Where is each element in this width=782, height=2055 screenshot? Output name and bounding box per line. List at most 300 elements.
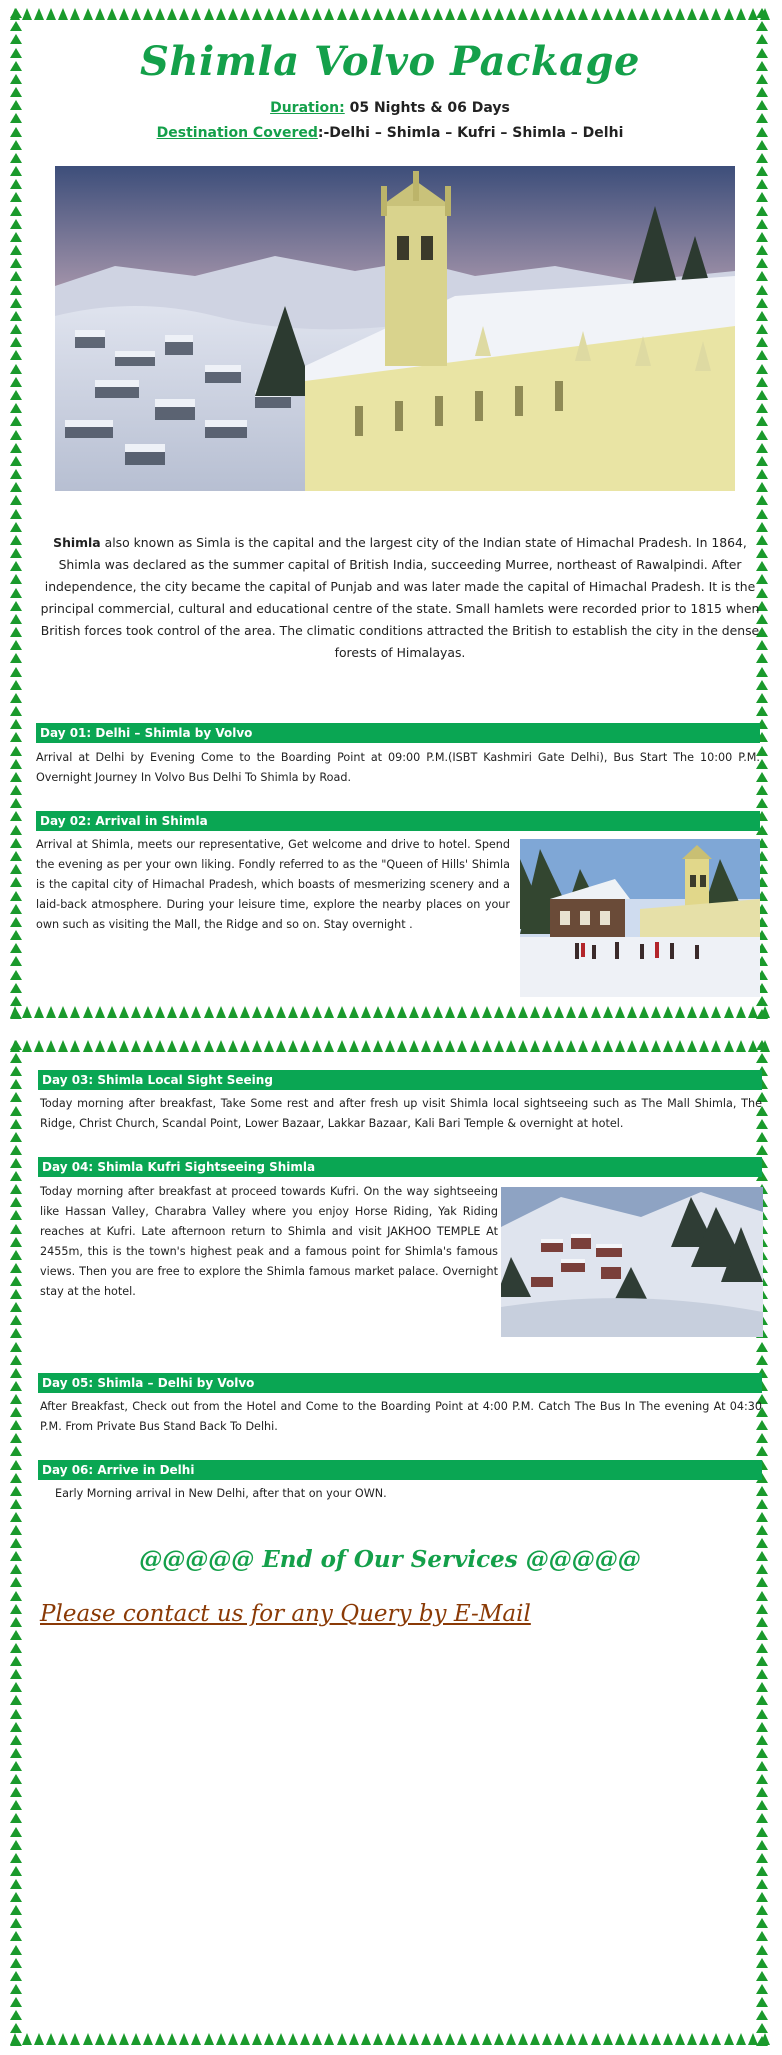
tree-icon: [349, 1006, 359, 1018]
tree-icon: [506, 1040, 516, 1052]
tree-icon: [10, 1460, 22, 1470]
tree-icon: [421, 1040, 431, 1052]
tree-icon: [10, 390, 22, 400]
tree-icon: [756, 680, 768, 690]
tree-icon: [699, 2033, 709, 2045]
destination-value: :-Delhi – Shimla – Kufri – Shimla – Delhi: [317, 125, 624, 141]
tree-icon: [10, 1106, 22, 1116]
tree-icon: [10, 680, 22, 690]
tree-icon: [578, 8, 588, 20]
tree-icon: [264, 1006, 274, 1018]
tree-icon: [10, 1342, 22, 1352]
tree-icon: [433, 1040, 443, 1052]
tree-icon: [10, 1499, 22, 1509]
tree-icon: [276, 1006, 286, 1018]
day-02-text: Arrival at Shimla, meets our representative, Get welcome and drive to hotel. Spend the evening as per your own liking. Fondly referred to as the "Queen of Hills' Shimla is the capital city of Himachal Pradesh, which boasts of mesmerizing scenery and a laid-back atmosphere. During your leisure time, explore the nearby places on your own such as visiting the Mall, the Ridge and so on. Stay overnight .: [36, 838, 510, 931]
tree-icon: [10, 1892, 22, 1902]
tree-icon: [10, 166, 22, 176]
tree-icon: [10, 1263, 22, 1273]
tree-icon: [361, 2033, 371, 2045]
tree-icon: [756, 324, 768, 334]
tree-icon: [627, 2033, 637, 2045]
tree-icon: [756, 1800, 768, 1810]
tree-icon: [276, 2033, 286, 2045]
tree-icon: [179, 1006, 189, 1018]
tree-icon: [131, 2033, 141, 2045]
tree-icon: [83, 8, 93, 20]
tree-icon: [756, 390, 768, 400]
tree-icon: [10, 798, 22, 808]
tree-icon: [264, 2033, 274, 2045]
tree-icon: [46, 2033, 56, 2045]
tree-icon: [756, 798, 768, 808]
tree-icon: [131, 1040, 141, 1052]
page-1: [10, 8, 770, 1020]
tree-icon: [756, 522, 768, 532]
tree-icon: [566, 1040, 576, 1052]
tree-icon: [83, 1006, 93, 1018]
tree-icon: [724, 1006, 734, 1018]
tree-icon: [10, 509, 22, 519]
tree-icon: [276, 1040, 286, 1052]
tree-icon: [155, 1040, 165, 1052]
tree-icon: [711, 8, 721, 20]
tree-icon: [10, 140, 22, 150]
tree-icon: [603, 2033, 613, 2045]
tree-icon: [675, 2033, 685, 2045]
tree-icon: [10, 245, 22, 255]
tree-icon: [756, 1577, 768, 1587]
tree-icon: [756, 21, 768, 31]
tree-icon: [457, 2033, 467, 2045]
tree-icon: [756, 1630, 768, 1640]
tree-icon: [10, 1040, 22, 1050]
tree-icon: [288, 1006, 298, 1018]
tree-icon: [70, 2033, 80, 2045]
tree-icon: [756, 693, 768, 703]
tree-icon: [603, 1040, 613, 1052]
end-of-services-text: @@@@@ End of Our Services @@@@@: [139, 1546, 641, 1573]
tree-icon: [756, 1009, 768, 1019]
tree-icon: [627, 1006, 637, 1018]
tree-icon: [240, 1006, 250, 1018]
tree-icon: [10, 1302, 22, 1312]
tree-icon: [34, 2033, 44, 2045]
tree-icon: [349, 1040, 359, 1052]
tree-icon: [518, 1006, 528, 1018]
tree-icon: [10, 891, 22, 901]
tree-icon: [724, 1040, 734, 1052]
tree-icon: [397, 8, 407, 20]
day-03-text: Today morning after breakfast, Take Some rest and after fresh up visit Shimla local sightseeing such as The Mall Shimla, The Ridge, Christ Church, Scandal Point, Lower Bazaar, Lakkar Bazaar, Kali Bari Temple & overnight at hotel.: [40, 1097, 762, 1130]
duration-value: 05 Nights & 06 Days: [349, 100, 510, 116]
tree-icon: [756, 350, 768, 360]
tree-icon: [10, 706, 22, 716]
tree-icon: [10, 1643, 22, 1653]
tree-icon: [433, 2033, 443, 2045]
day-06-heading: Day 06: Arrive in Delhi: [38, 1460, 762, 1480]
tree-icon: [10, 1328, 22, 1338]
tree-icon: [300, 1006, 310, 1018]
tree-icon: [756, 364, 768, 374]
tree-icon: [756, 1892, 768, 1902]
tree-icon: [10, 1210, 22, 1220]
tree-icon: [10, 1119, 22, 1129]
tree-icon: [10, 2010, 22, 2020]
tree-icon: [143, 1040, 153, 1052]
tree-icon: [756, 1355, 768, 1365]
tree-icon: [10, 1774, 22, 1784]
tree-icon: [10, 1145, 22, 1155]
tree-icon: [10, 1604, 22, 1614]
tree-icon: [756, 1446, 768, 1456]
tree-icon: [179, 1040, 189, 1052]
tree-icon: [10, 1486, 22, 1496]
tree-icon: [10, 192, 22, 202]
tree-icon: [10, 1656, 22, 1666]
tree-icon: [10, 21, 22, 31]
tree-icon: [10, 1158, 22, 1168]
tree-icon: [397, 1006, 407, 1018]
tree-icon: [10, 825, 22, 835]
tree-icon: [361, 1006, 371, 1018]
tree-icon: [385, 2033, 395, 2045]
tree-icon: [627, 8, 637, 20]
tree-icon: [591, 8, 601, 20]
tree-icon: [518, 8, 528, 20]
tree-icon: [397, 1040, 407, 1052]
tree-icon: [10, 1617, 22, 1627]
tree-icon: [675, 1006, 685, 1018]
tree-icon: [240, 8, 250, 20]
tree-border-left: [10, 1040, 24, 2047]
tree-icon: [204, 1040, 214, 1052]
tree-icon: [578, 1040, 588, 1052]
tree-icon: [119, 2033, 129, 2045]
tree-icon: [10, 298, 22, 308]
tree-icon: [167, 1040, 177, 1052]
tree-icon: [10, 8, 22, 18]
tree-icon: [143, 2033, 153, 2045]
tree-icon: [736, 1040, 746, 1052]
tree-icon: [591, 1006, 601, 1018]
tree-icon: [756, 1604, 768, 1614]
tree-icon: [687, 8, 697, 20]
tree-icon: [756, 1617, 768, 1627]
tree-icon: [756, 1040, 768, 1050]
duration-line: [10, 100, 770, 116]
tree-icon: [155, 1006, 165, 1018]
tree-icon: [10, 1381, 22, 1391]
tree-icon: [494, 1040, 504, 1052]
tree-icon: [337, 1040, 347, 1052]
tree-icon: [288, 1040, 298, 1052]
tree-icon: [530, 1040, 540, 1052]
tree-icon: [756, 1997, 768, 2007]
tree-icon: [143, 8, 153, 20]
tree-icon: [10, 1171, 22, 1181]
tree-icon: [756, 1512, 768, 1522]
tree-icon: [421, 8, 431, 20]
tree-icon: [10, 1132, 22, 1142]
tree-icon: [216, 1040, 226, 1052]
tree-icon: [10, 219, 22, 229]
tree-icon: [542, 2033, 552, 2045]
tree-icon: [216, 8, 226, 20]
tree-icon: [300, 2033, 310, 2045]
tree-icon: [373, 8, 383, 20]
tree-icon: [445, 1006, 455, 1018]
contact-email-link[interactable]: Please contact us for any Query by E-Mail: [40, 1601, 531, 1627]
day-04-text: Today morning after breakfast at proceed towards Kufri. On the way sightseeing like Hassan Valley, Charabra Valley where you enjoy Horse Riding, Yak Riding reaches at Kufri. Late afternoon return to Shimla and visit JAKHOO TEMPLE At 2455m, this is the town's highest peak and a famous point for Shimla's famous views. Then you are free to explore the Shimla famous market palace. Overnight stay at the hotel.: [40, 1185, 498, 1298]
tree-icon: [10, 838, 22, 848]
tree-icon: [10, 983, 22, 993]
tree-icon: [421, 1006, 431, 1018]
tree-icon: [554, 2033, 564, 2045]
tree-icon: [10, 2036, 22, 2046]
tree-icon: [756, 245, 768, 255]
tree-icon: [10, 1827, 22, 1837]
tree-icon: [10, 1945, 22, 1955]
tree-icon: [361, 1040, 371, 1052]
tree-icon: [34, 8, 44, 20]
tree-icon: [10, 206, 22, 216]
tree-icon: [155, 2033, 165, 2045]
tree-icon: [216, 2033, 226, 2045]
tree-icon: [228, 2033, 238, 2045]
tree-icon: [10, 1577, 22, 1587]
intro-paragraph: [40, 532, 760, 664]
tree-icon: [756, 153, 768, 163]
tree-icon: [756, 1669, 768, 1679]
tree-icon: [252, 1006, 262, 1018]
tree-icon: [756, 430, 768, 440]
tree-icon: [756, 416, 768, 426]
tree-icon: [457, 1006, 467, 1018]
tree-icon: [756, 140, 768, 150]
tree-icon: [10, 1591, 22, 1601]
tree-icon: [10, 495, 22, 505]
tree-icon: [699, 8, 709, 20]
tree-icon: [240, 1040, 250, 1052]
tree-icon: [663, 2033, 673, 2045]
tree-icon: [724, 2033, 734, 2045]
tree-icon: [10, 456, 22, 466]
tree-icon: [494, 2033, 504, 2045]
tree-icon: [204, 2033, 214, 2045]
tree-icon: [10, 1958, 22, 1968]
page-2: [10, 1040, 770, 2047]
tree-icon: [10, 337, 22, 347]
tree-icon: [506, 2033, 516, 2045]
tree-icon: [83, 2033, 93, 2045]
tree-icon: [566, 1006, 576, 1018]
tree-icon: [756, 1774, 768, 1784]
tree-icon: [10, 1473, 22, 1483]
tree-icon: [756, 1813, 768, 1823]
page-title: Shimla Volvo Package: [140, 38, 640, 85]
tree-icon: [756, 179, 768, 189]
tree-icon: [494, 8, 504, 20]
tree-icon: [639, 8, 649, 20]
intro-lead: Shimla: [53, 535, 101, 550]
tree-icon: [34, 1040, 44, 1052]
tree-icon: [482, 1006, 492, 1018]
tree-icon: [10, 482, 22, 492]
tree-icon: [10, 430, 22, 440]
tree-icon: [10, 2023, 22, 2033]
tree-icon: [756, 1984, 768, 1994]
tree-icon: [10, 1053, 22, 1063]
tree-icon: [70, 1006, 80, 1018]
tree-icon: [361, 8, 371, 20]
tree-icon: [264, 8, 274, 20]
tree-icon: [10, 271, 22, 281]
tree-icon: [756, 206, 768, 216]
tree-icon: [167, 1006, 177, 1018]
tree-icon: [10, 1931, 22, 1941]
tree-icon: [385, 1040, 395, 1052]
tree-icon: [312, 1006, 322, 1018]
tree-icon: [397, 2033, 407, 2045]
tree-icon: [756, 298, 768, 308]
tree-icon: [324, 2033, 334, 2045]
tree-icon: [756, 1643, 768, 1653]
tree-icon: [10, 1971, 22, 1981]
tree-icon: [10, 1224, 22, 1234]
tree-icon: [191, 8, 201, 20]
tree-icon: [10, 1009, 22, 1019]
tree-icon: [10, 1695, 22, 1705]
tree-icon: [615, 8, 625, 20]
tree-icon: [603, 8, 613, 20]
tree-icon: [756, 1958, 768, 1968]
tree-icon: [591, 1040, 601, 1052]
tree-icon: [756, 337, 768, 347]
tree-icon: [756, 456, 768, 466]
tree-icon: [10, 403, 22, 413]
tree-icon: [756, 2023, 768, 2033]
tree-icon: [204, 8, 214, 20]
tree-icon: [530, 8, 540, 20]
tree-icon: [10, 1368, 22, 1378]
tree-icon: [578, 1006, 588, 1018]
tree-icon: [711, 2033, 721, 2045]
tree-icon: [385, 8, 395, 20]
tree-icon: [312, 2033, 322, 2045]
tree-icon: [756, 1748, 768, 1758]
tree-icon: [10, 87, 22, 97]
tree-icon: [58, 8, 68, 20]
tree-icon: [10, 667, 22, 677]
tree-icon: [542, 8, 552, 20]
tree-icon: [95, 8, 105, 20]
tree-icon: [10, 1866, 22, 1876]
tree-icon: [46, 1040, 56, 1052]
tree-icon: [95, 2033, 105, 2045]
destination-line: [10, 125, 770, 141]
day-03-heading: Day 03: Shimla Local Sight Seeing: [38, 1070, 762, 1090]
tree-icon: [10, 904, 22, 914]
tree-icon: [756, 271, 768, 281]
day-04-heading: Day 04: Shimla Kufri Sightseeing Shimla: [38, 1157, 762, 1177]
tree-icon: [736, 1006, 746, 1018]
tree-icon: [252, 2033, 262, 2045]
tree-icon: [756, 1695, 768, 1705]
tree-icon: [482, 1040, 492, 1052]
tree-icon: [756, 1682, 768, 1692]
tree-icon: [10, 1722, 22, 1732]
tree-icon: [756, 1709, 768, 1719]
tree-icon: [651, 1040, 661, 1052]
tree-icon: [10, 350, 22, 360]
tree-icon: [756, 667, 768, 677]
tree-icon: [506, 1006, 516, 1018]
tree-icon: [10, 746, 22, 756]
tree-icon: [10, 864, 22, 874]
tree-icon: [167, 8, 177, 20]
tree-icon: [445, 2033, 455, 2045]
tree-icon: [10, 930, 22, 940]
tree-icon: [756, 87, 768, 97]
tree-icon: [337, 1006, 347, 1018]
tree-icon: [756, 2010, 768, 2020]
tree-icon: [566, 8, 576, 20]
tree-icon: [756, 1591, 768, 1601]
tree-icon: [756, 1971, 768, 1981]
day-05-heading: Day 05: Shimla – Delhi by Volvo: [38, 1373, 762, 1393]
tree-icon: [542, 1040, 552, 1052]
tree-icon: [70, 1040, 80, 1052]
tree-icon: [756, 232, 768, 242]
tree-icon: [10, 179, 22, 189]
tree-icon: [639, 1006, 649, 1018]
tree-icon: [470, 8, 480, 20]
tree-icon: [10, 1879, 22, 1889]
tree-icon: [70, 8, 80, 20]
tree-icon: [711, 1040, 721, 1052]
tree-icon: [143, 1006, 153, 1018]
tree-icon: [482, 8, 492, 20]
tree-icon: [10, 469, 22, 479]
tree-icon: [252, 1040, 262, 1052]
tree-icon: [10, 1433, 22, 1443]
tree-icon: [10, 1761, 22, 1771]
tree-icon: [83, 1040, 93, 1052]
hero-image-christ-church: [55, 166, 735, 491]
day-05-text: After Breakfast, Check out from the Hotel and Come to the Boarding Point at 4:00 P.M. Catch The Bus In The evening At 04:30 P.M. From Private Bus Stand Back To Delhi.: [40, 1400, 762, 1433]
tree-icon: [470, 2033, 480, 2045]
tree-icon: [373, 1040, 383, 1052]
tree-icon: [663, 1006, 673, 1018]
tree-icon: [179, 2033, 189, 2045]
tree-icon: [482, 2033, 492, 2045]
tree-icon: [615, 1040, 625, 1052]
tree-icon: [58, 2033, 68, 2045]
tree-icon: [10, 258, 22, 268]
tree-icon: [10, 324, 22, 334]
tree-icon: [10, 1997, 22, 2007]
tree-icon: [107, 2033, 117, 2045]
tree-icon: [10, 1813, 22, 1823]
tree-icon: [10, 1276, 22, 1286]
tree-icon: [756, 1931, 768, 1941]
tree-icon: [324, 1040, 334, 1052]
tree-icon: [10, 1682, 22, 1692]
tree-icon: [288, 8, 298, 20]
tree-icon: [337, 2033, 347, 2045]
tree-icon: [191, 1006, 201, 1018]
